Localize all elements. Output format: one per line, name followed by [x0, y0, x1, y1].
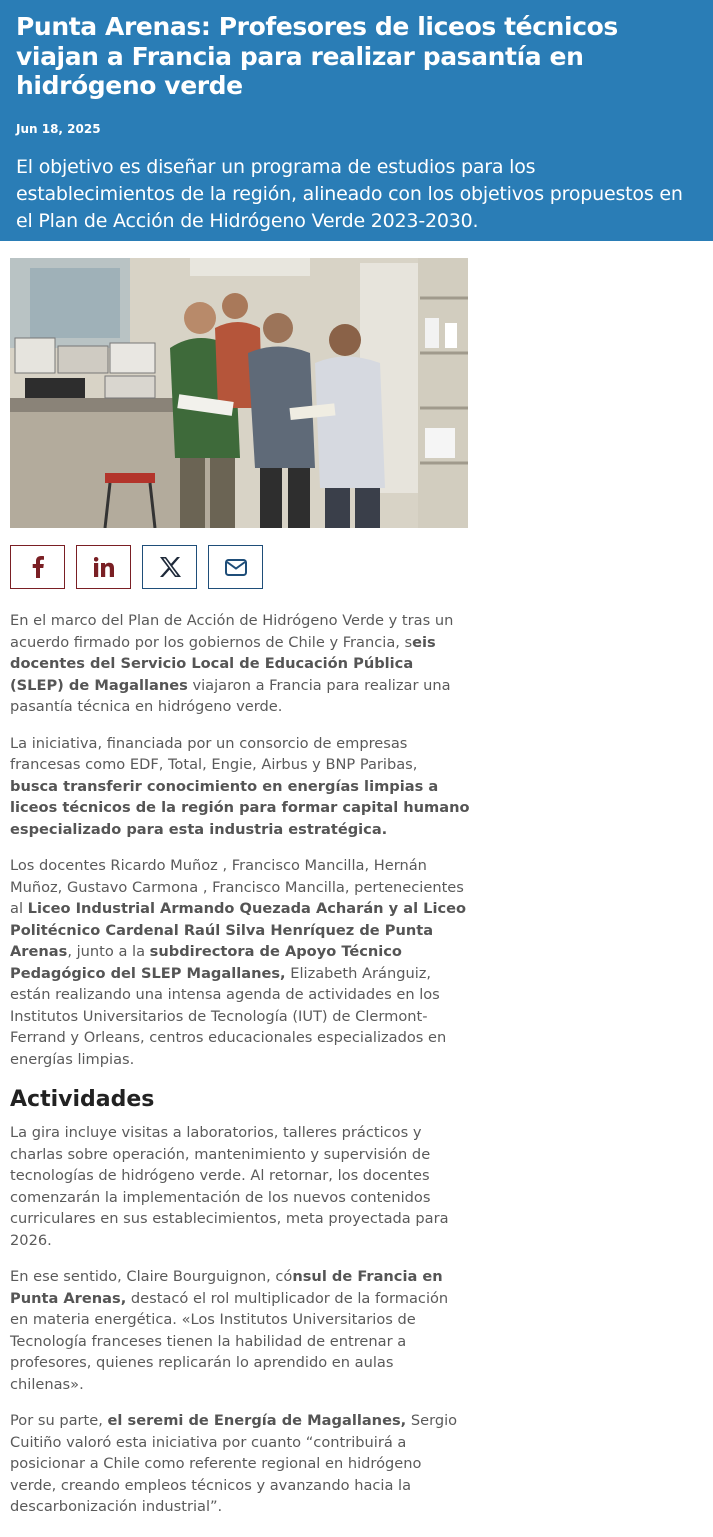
x-icon: [159, 557, 181, 577]
paragraph-consul: En ese sentido, Claire Bourguignon, cónsul de Francia en Punta Arenas, destacó el rol multiplicador de la formación en materia energética. «Los Institutos Universitarios de Tecnología franceses tienen la habilidad de entrenar a profesores, quienes replicarán lo aprendido en aulas chilenas».: [10, 1268, 449, 1393]
paragraph-intro: En el marco del Plan de Acción de Hidrógeno Verde y tras un acuerdo firmado por los gobiernos de Chile y Francia, seis docentes del Servicio Local de Educación Pública (SLEP) de Magallanes viajaron a Francia para realizar una pasantía técnica en hidrógeno verde.: [10, 612, 454, 715]
page-title: Punta Arenas: Profesores de liceos técnicos viajan a Francia para realizar pasantía en hidrógeno verde: [16, 12, 618, 100]
publish-date: Jun 18, 2025: [16, 121, 101, 136]
linkedin-share-button[interactable]: [76, 545, 131, 589]
paragraph-teachers: Los docentes Ricardo Muñoz , Francisco Mancilla, Hernán Muñoz, Gustavo Carmona , Francisco Mancilla, pertenecientes al Liceo Industrial Armando Quezada Acharán y al Liceo Politécnico Cardenal Raúl Silva Henríquez de Punta Arenas, junto a la subdirectora de Apoyo Técnico Pedagógico del SLEP Magallanes, Elizabeth Aránguiz, están realizando una intensa agenda de actividades en los Institutos Universitarios de Tecnología (IUT) de Clermont-Ferrand y Orleans, centros educacionales especializados en energías limpias.: [10, 857, 467, 1068]
x-share-button[interactable]: [142, 545, 197, 589]
article-body: [10, 610, 470, 1533]
paragraph-activities: La gira incluye visitas a laboratorios, talleres prácticos y charlas sobre operación, mantenimiento y supervisión de tecnologías de hidrógeno verde. Al retornar, los docentes comenzarán la implementación de los nuevos contenidos curriculares en sus establecimientos, meta proyectada para 2026.: [10, 1124, 449, 1249]
paragraph-funding: La iniciativa, financiada por un consorcio de empresas francesas como EDF, Total, Engie, Airbus y BNP Paribas, busca transferir conocimiento en energías limpias a liceos técnicos de la región para formar capital humano especializado para esta industria estratégica.: [10, 734, 470, 838]
section-heading: Actividades: [10, 1087, 155, 1112]
paragraph-seremi: Por su parte, el seremi de Energía de Magallanes, Sergio Cuitiño valoró esta iniciativa por cuanto “contribuirá a posicionar a Chile como referente regional en hidrógeno verde, creando empleos técnicos y avanzando hacia la descarbonización industrial”.: [10, 1412, 458, 1515]
article-lead: El objetivo es diseñar un programa de estudios para los establecimientos de la región, alineado con los objetivos propuestos en el Plan de Acción de Hidrógeno Verde 2023-2030.: [16, 155, 683, 232]
facebook-share-button[interactable]: [10, 545, 65, 589]
share-bar: [10, 545, 263, 589]
mail-icon: [225, 559, 247, 576]
facebook-icon: [31, 556, 45, 578]
email-share-button[interactable]: [208, 545, 263, 589]
article-header: [0, 0, 713, 241]
article-photo: [10, 258, 468, 528]
linkedin-icon: [94, 557, 114, 577]
